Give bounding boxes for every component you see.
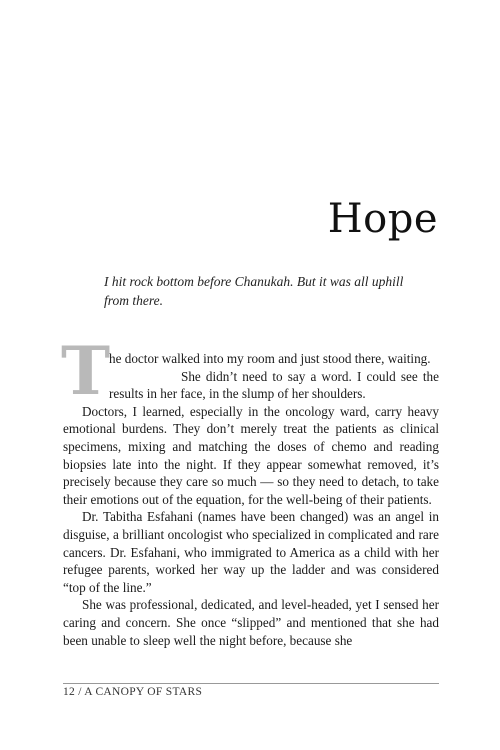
paragraph-3: Doctors, I learned, especially in the oncology ward, carry heavy emotional burdens. They don’t merely treat the patients as clinical specimens, mixing and matching the doses of chemo and reading biopsies late into the night. If they appear somewhat removed, it’s precisely because they care so much — so they need to detach, to take their emotions out of the equation, for the well-being of their patients. [63, 403, 439, 507]
chapter-epigraph: I hit rock bottom before Chanukah. But it was all uphill from there. [104, 274, 404, 308]
chapter-title: Hope [327, 196, 438, 242]
footer-divider [63, 683, 439, 684]
page-footer: 12 / A CANOPY OF STARS [63, 686, 203, 698]
chapter-body [61, 332, 439, 649]
drop-cap-letter: T [61, 332, 111, 410]
paragraph-4: Dr. Tabitha Esfahani (names have been changed) was an angel in disguise, a brilliant oncologist who specialized in complicated and rare cancers. Dr. Esfahani, who immigrated to America as a child with her refugee parents, worked her way up the ladder and was considered “top of the line.” [63, 509, 439, 595]
paragraph-2: She didn’t need to say a word. I could see the results in her face, in the slump of her shoulders. [109, 368, 439, 402]
paragraph-5: She was professional, dedicated, and level-headed, yet I sensed her caring and concern. She once “slipped” and mentioned that she had been unable to sleep well the night before, because she [63, 597, 439, 648]
paragraph-1-text: he doctor walked into my room and just stood there, waiting. [109, 351, 431, 366]
